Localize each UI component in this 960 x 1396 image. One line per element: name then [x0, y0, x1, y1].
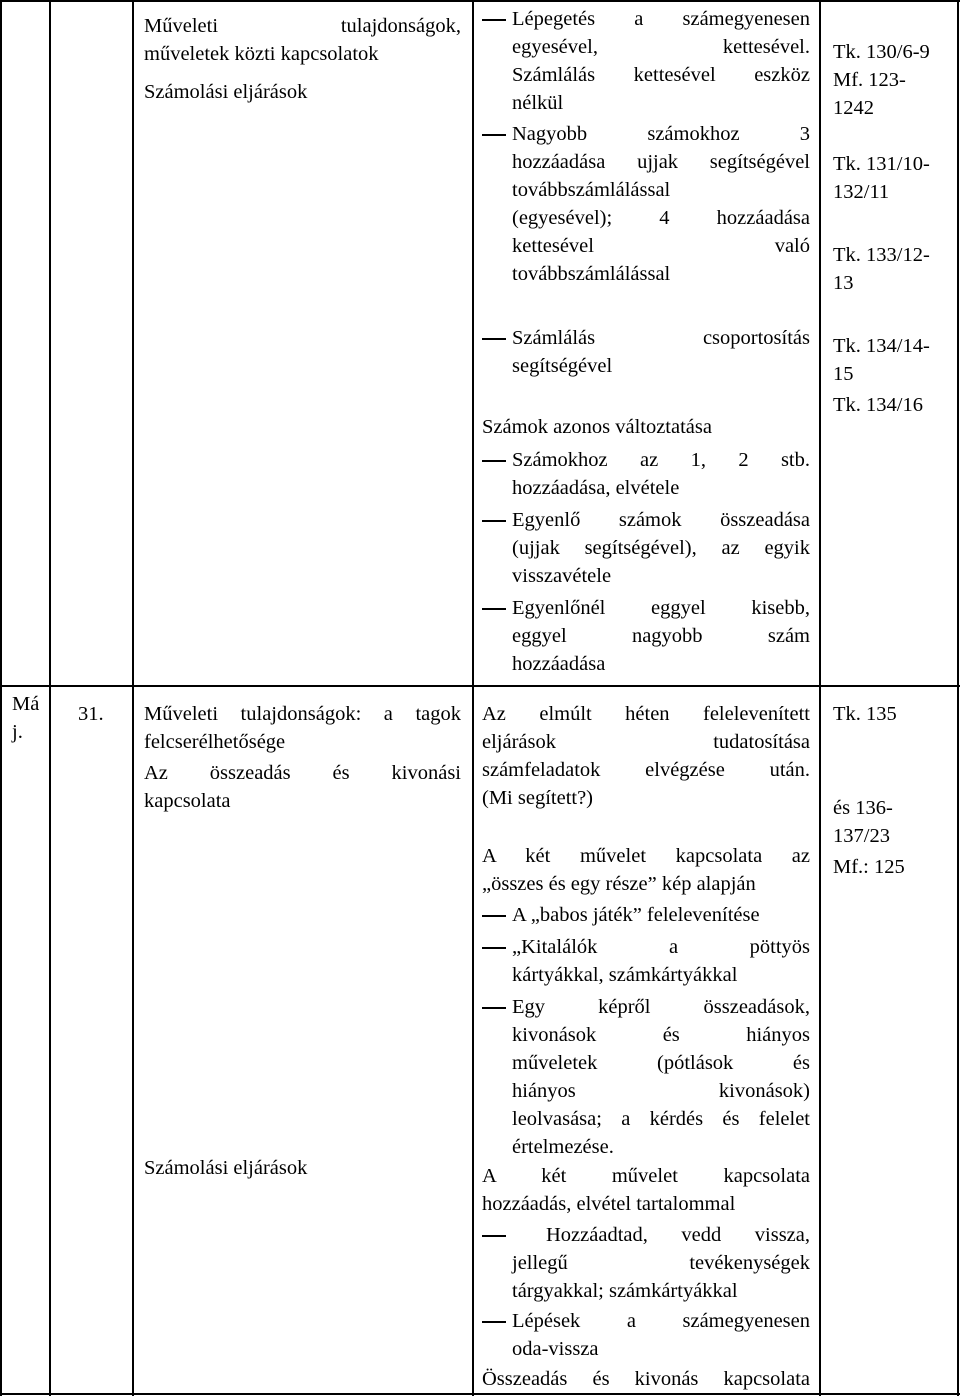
row2-topic-bottom: Számolási eljárások	[144, 1157, 308, 1179]
row2-lesson-number: 31.	[78, 703, 104, 725]
column-divider-2	[132, 0, 134, 1396]
bullet-dash	[482, 520, 506, 522]
row2-bullet-b1-line-1: Hozzáadtad, vedd vissza,	[546, 1224, 810, 1246]
row2-bullet-a2-line-2: kártyákkal, számkártyákkal	[512, 964, 738, 986]
row1-activity-c2-line-2: (ujjak segítségével), az egyik	[512, 537, 810, 559]
row1-activity-a2-line-5: kettesével való	[512, 235, 810, 257]
row2-ref-3: 137/23	[833, 825, 890, 847]
row2-bullet-a2-line-1: „Kitalálók a pöttyös	[512, 936, 810, 958]
row1-ref-a-5: 132/11	[833, 181, 890, 203]
row2-bullet-a3-line-1: Egy képről összeadások,	[512, 996, 810, 1018]
row1-ref-b-1: Tk. 134/14-	[833, 335, 930, 357]
row2-topic-line-4: kapcsolata	[144, 790, 231, 812]
row1-topic-line-2: műveletek közti kapcsolatok	[144, 43, 379, 65]
row1-ref-b-2: 15	[833, 363, 854, 385]
row1-activity-a1-line-3: Számlálás kettesével eszköz	[512, 64, 810, 86]
row2-intro-line-2: eljárások tudatosítása	[482, 731, 810, 753]
bullet-dash	[482, 1007, 506, 1009]
row2-topic-line-2: felcserélhetősége	[144, 731, 286, 753]
row1-activity-c1-line-1: Számokhoz az 1, 2 stb.	[512, 449, 810, 471]
row2-relation2-line-2: hozzáadás, elvétel tartalommal	[482, 1193, 736, 1215]
row2-intro-line-1: Az elmúlt héten felelevenített	[482, 703, 810, 725]
row1-subheading: Számok azonos változtatása	[482, 416, 712, 438]
row1-topic-line-1: Műveleti tulajdonságok,	[144, 15, 461, 37]
row1-activity-c3-line-1: Egyenlőnél eggyel kisebb,	[512, 597, 810, 619]
row1-activity-a2-line-6: továbbszámlálással	[512, 263, 671, 285]
table-border-left	[0, 0, 2, 1396]
row1-ref-a-2: Mf. 123-	[833, 69, 906, 91]
row1-activity-a2-line-1: Nagyobb számokhoz 3	[512, 123, 810, 145]
row2-closing: Összeadás és kivonás kapcsolata	[482, 1368, 810, 1390]
row1-activity-b-line-2: segítségével	[512, 355, 613, 377]
row2-ref-4: Mf.: 125	[833, 856, 905, 878]
row1-activity-c3-line-3: hozzáadása	[512, 653, 606, 675]
row2-month-line-2: j.	[12, 721, 23, 743]
row2-relation1-line-2: „összes és egy része” kép alapján	[482, 873, 756, 895]
row1-ref-a-6: Tk. 133/12-	[833, 244, 930, 266]
row1-ref-b-3: Tk. 134/16	[833, 394, 923, 416]
row-divider	[0, 685, 960, 687]
row2-month-line-1: Má	[12, 693, 40, 715]
row1-activity-b-line-1: Számlálás csoportosítás	[512, 327, 810, 349]
row2-ref-1: Tk. 135	[833, 703, 897, 725]
row2-intro-line-4: (Mi segített?)	[482, 787, 594, 809]
row2-topic-line-3: Az összeadás és kivonási	[144, 762, 461, 784]
row2-intro-line-3: számfeladatok elvégzése után.	[482, 759, 810, 781]
row1-activity-a1-line-4: nélkül	[512, 92, 564, 114]
row1-activity-a2-line-4: (egyesével); 4 hozzáadása	[512, 207, 810, 229]
bullet-dash	[482, 1321, 506, 1323]
row1-ref-a-3: 1242	[833, 97, 874, 119]
row2-bullet-a3-line-3: műveletek (pótlások és	[512, 1052, 810, 1074]
bullet-dash	[482, 608, 506, 610]
row1-activity-c1-line-2: hozzáadása, elvétele	[512, 477, 680, 499]
bullet-dash	[482, 134, 506, 136]
bullet-dash	[482, 460, 506, 462]
row1-activity-c2-line-3: visszavétele	[512, 565, 612, 587]
table-border-top	[0, 0, 960, 2]
row2-bullet-b2-line-1: Lépések a számegyenesen	[512, 1310, 810, 1332]
row1-ref-a-7: 13	[833, 272, 854, 294]
row2-bullet-a3-line-5: leolvasása; a kérdés és felelet	[512, 1108, 810, 1130]
row2-bullet-a3-line-2: kivonások és hiányos	[512, 1024, 810, 1046]
row1-activity-a1-line-1: Lépegetés a számegyenesen	[512, 8, 810, 30]
row2-topic-line-1: Műveleti tulajdonságok: a tagok	[144, 703, 461, 725]
column-divider-4	[819, 0, 821, 1396]
row2-bullet-b1-line-3: tárgyakkal; számkártyákkal	[512, 1280, 738, 1302]
bullet-dash	[482, 1235, 506, 1237]
row2-bullet-b2-line-2: oda-vissza	[512, 1338, 599, 1360]
column-divider-3	[472, 0, 474, 1396]
row1-topic-line-3: Számolási eljárások	[144, 81, 308, 103]
bullet-dash	[482, 947, 506, 949]
bullet-dash	[482, 915, 506, 917]
bullet-dash	[482, 338, 506, 340]
row2-bullet-a3-line-4: hiányos kivonások)	[512, 1080, 810, 1102]
row2-relation2-line-1: A két művelet kapcsolata	[482, 1165, 810, 1187]
row1-activity-c3-line-2: eggyel nagyobb szám	[512, 625, 810, 647]
row2-ref-2: és 136-	[833, 797, 893, 819]
row1-activity-a2-line-2: hozzáadása ujjak segítségével	[512, 151, 810, 173]
column-divider-1	[49, 0, 51, 1396]
row2-bullet-a3-line-6: értelmezése.	[512, 1136, 614, 1158]
row1-activity-a1-line-2: egyesével, kettesével.	[512, 36, 810, 58]
row1-activity-c2-line-1: Egyenlő számok összeadása	[512, 509, 810, 531]
row1-ref-a-1: Tk. 130/6-9	[833, 41, 930, 63]
row1-ref-a-4: Tk. 131/10-	[833, 153, 930, 175]
table-border-right	[957, 0, 959, 1396]
row2-bullet-a1-line-1: A „babos játék” felelevenítése	[512, 904, 760, 926]
row2-bullet-b1-line-2: jellegű tevékenységek	[512, 1252, 810, 1274]
bullet-dash	[482, 19, 506, 21]
row2-relation1-line-1: A két művelet kapcsolata az	[482, 845, 810, 867]
table-border-bottom	[0, 1393, 960, 1395]
row1-activity-a2-line-3: továbbszámlálással	[512, 179, 671, 201]
